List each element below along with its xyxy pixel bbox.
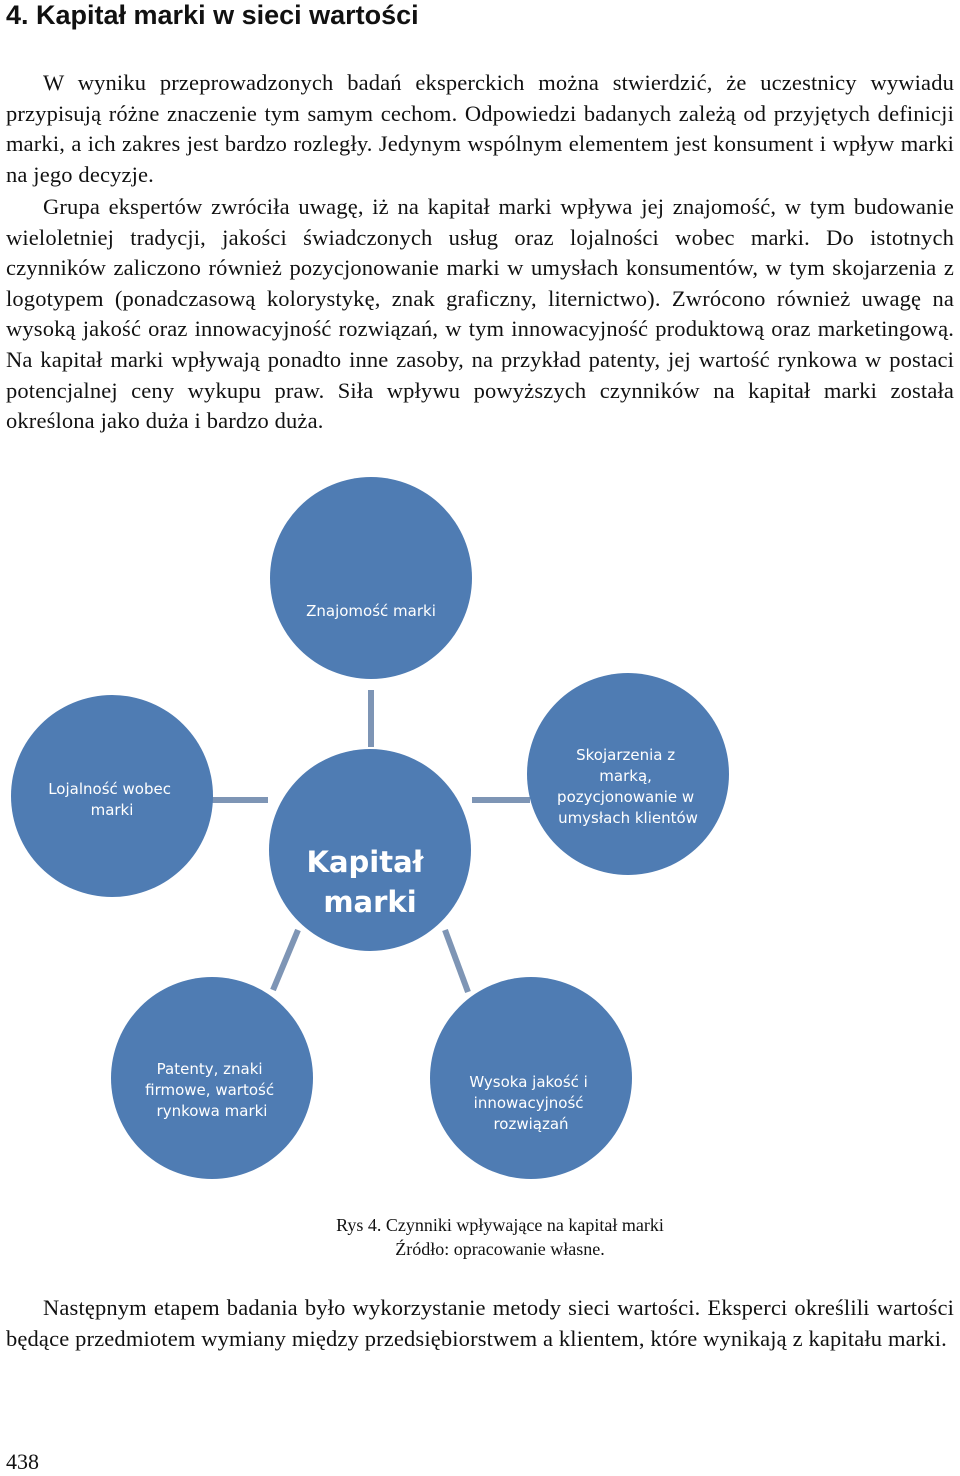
- connector-bottom-right: [445, 930, 468, 992]
- node-bottom-left-label: Patenty, znaki firmowe, wartość rynkowa marki: [145, 1060, 275, 1120]
- figure-source: Źródło: opracowanie własne.: [395, 1239, 605, 1259]
- connector-bottom-left: [273, 930, 298, 990]
- node-left: [11, 695, 213, 897]
- section-heading: 4. Kapitał marki w sieci wartości: [6, 0, 419, 30]
- node-bottom-right: [430, 977, 632, 1179]
- node-top: [270, 477, 472, 679]
- paragraph-experts: Grupa ekspertów zwróciła uwagę, iż na kapitał marki wpływa jej znajomość, w tym budowanie wieloletniej tradycji, jakości świadczonych usług oraz lojalności wobec marki. Do istotnych czynników zaliczono również pozycjonowanie marki w umysłach konsumentów, w tym skojarzenia z logotypem (ponadczasową kolorystykę, znak graficzny, liternictwo). Zwrócono również uwagę na wysoką jakość oraz innowacyjność rozwiązań, w tym innowacyjność produktową oraz marketingową. Na kapitał marki wpływają ponadto inne zasoby, na przykład patenty, jej wartość rynkowa w postaci potencjalnej ceny wykupu praw. Siła wpływu powyższych czynników na kapitał marki została określona jako duża i bardzo duża.: [6, 194, 954, 434]
- brand-equity-diagram: [0, 470, 960, 1210]
- node-center-label: Kapitał marki: [306, 845, 424, 919]
- node-left-label: Lojalność wobec marki: [48, 780, 171, 819]
- paragraph-next-stage: Następnym etapem badania było wykorzystanie metody sieci wartości. Eksperci określili wartości będące przedmiotem wymiany między przedsiębiorstwem a klientem, które wynikają z kapitału marki.: [6, 1295, 954, 1351]
- figure-caption: Rys 4. Czynniki wpływające na kapitał marki: [336, 1215, 664, 1235]
- node-top-label: Znajomość marki: [306, 602, 436, 620]
- node-bottom-right-label: Wysoka jakość i innowacyjność rozwiązań: [469, 1073, 588, 1133]
- node-right: [527, 673, 729, 875]
- node-right-label: Skojarzenia z marką, pozycjonowanie w umysłach klientów: [557, 746, 698, 827]
- page-number: 438: [6, 1449, 39, 1474]
- node-center: [269, 749, 471, 951]
- node-bottom-left: [111, 977, 313, 1179]
- paragraph-intro: W wyniku przeprowadzonych badań eksperckich można stwierdzić, że uczestnicy wywiadu przypisują różne znaczenie tym samym cechom. Odpowiedzi badanych zależą od przyjętych definicji marki, a ich zakres jest bardzo rozległy. Jedynym wspólnym elementem jest konsument i wpływ marki na jego decyzje.: [6, 70, 954, 187]
